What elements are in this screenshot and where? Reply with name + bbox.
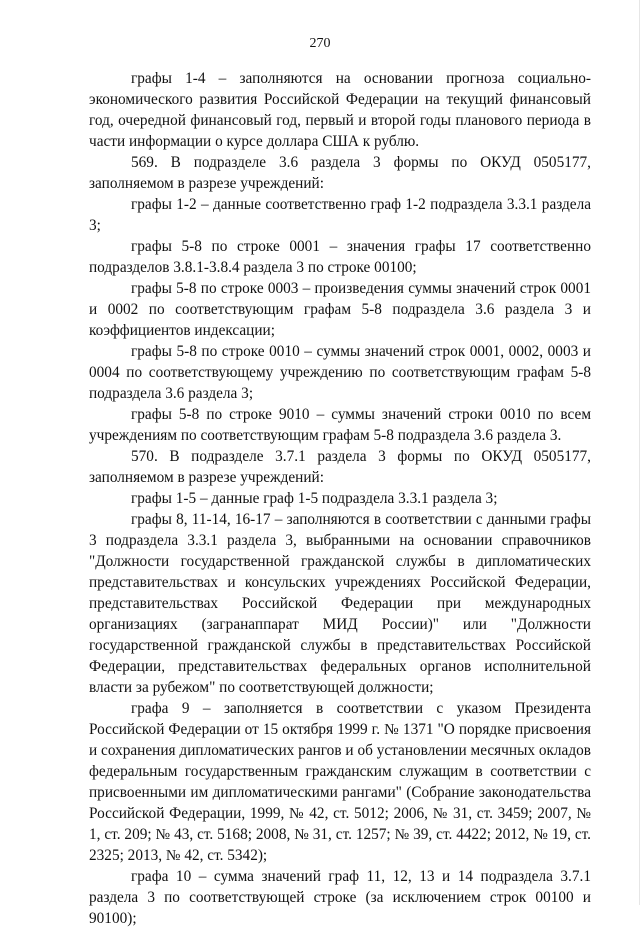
paragraph-row-9010: графы 5-8 по строке 9010 – суммы значений строки 0010 по всем учреждениям по соответствующим графам 5-8 подраздела 3.6 раздела 3.: [89, 406, 591, 444]
paragraph-row-0010: графы 5-8 по строке 0010 – суммы значений строк 0001, 0002, 0003 и 0004 по соответствующему учреждению по соответствующим графам 5-8 подраздела 3.6 раздела 3;: [89, 343, 591, 402]
page-number: 270: [309, 36, 331, 51]
paragraph-row-0001: графы 5-8 по строке 0001 – значения графы 17 соответственно подразделов 3.8.1-3.8.4 раздела 3 по строке 00100;: [89, 238, 591, 276]
paragraph-row-0003: графы 5-8 по строке 0003 – произведения суммы значений строк 0001 и 0002 по соответствующим графам 5-8 подраздела 3.6 раздела 3 и коэффициентов индексации;: [89, 280, 591, 339]
paragraph-569: 569. В подразделе 3.6 раздела 3 формы по ОКУД 0505177, заполняемом в разрезе учреждений:: [89, 154, 591, 192]
paragraph-570: 570. В подразделе 3.7.1 раздела 3 формы по ОКУД 0505177, заполняемом в разрезе учреждений:: [89, 448, 591, 486]
paragraph-graph-9: графа 9 – заполняется в соответствии с указом Президента Российской Федерации от 15 октября 1999 г. № 1371 "О порядке присвоения и сохранения дипломатических рангов и об установлении месячных окладов федеральным государственным гражданским служащим в соответствии с присвоенными им дипломатическими рангами" (Собрание законодательства Российской Федерации, 1999, № 42, ст. 5012; 2006, № 31, ст. 3459; 2007, № 1, ст. 209; № 43, ст. 5168; 2008, № 31, ст. 1257; № 39, ст. 4422; 2012, № 19, ст. 2325; 2013, № 42, ст. 5342);: [89, 700, 591, 864]
paragraph-graphs-1-2: графы 1-2 – данные соответственно граф 1-2 подраздела 3.3.1 раздела 3;: [89, 196, 591, 234]
paragraph-graphs-1-4: графы 1-4 – заполняются на основании прогноза социально-экономического развития Российской Федерации на текущий финансовый год, очередной финансовый год, первый и второй годы планового периода в части информации о курсе доллара США к рублю.: [89, 70, 591, 150]
document-body: [89, 68, 591, 929]
paragraph-graphs-8-17: графы 8, 11-14, 16-17 – заполняются в соответствии с данными графы 3 подраздела 3.3.1 раздела 3, выбранными на основании справочников "Должности государственной гражданской службы в дипломатических представительствах и консульских учреждениях Российской Федерации, представительствах Российской Федерации при международных организациях (загранаппарат МИД России)" или "Должности государственной гражданской службы в представительствах Российской Федерации, представительствах федеральных органов исполнительной власти за рубежом" по соответствующей должности;: [89, 511, 591, 696]
paragraph-graphs-1-5: графы 1-5 – данные граф 1-5 подраздела 3.3.1 раздела 3;: [131, 490, 498, 507]
paragraph-graph-10: графа 10 – сумма значений граф 11, 12, 13 и 14 подраздела 3.7.1 раздела 3 по соответствующей строке (за исключением строк 00100 и 90100);: [89, 868, 591, 927]
